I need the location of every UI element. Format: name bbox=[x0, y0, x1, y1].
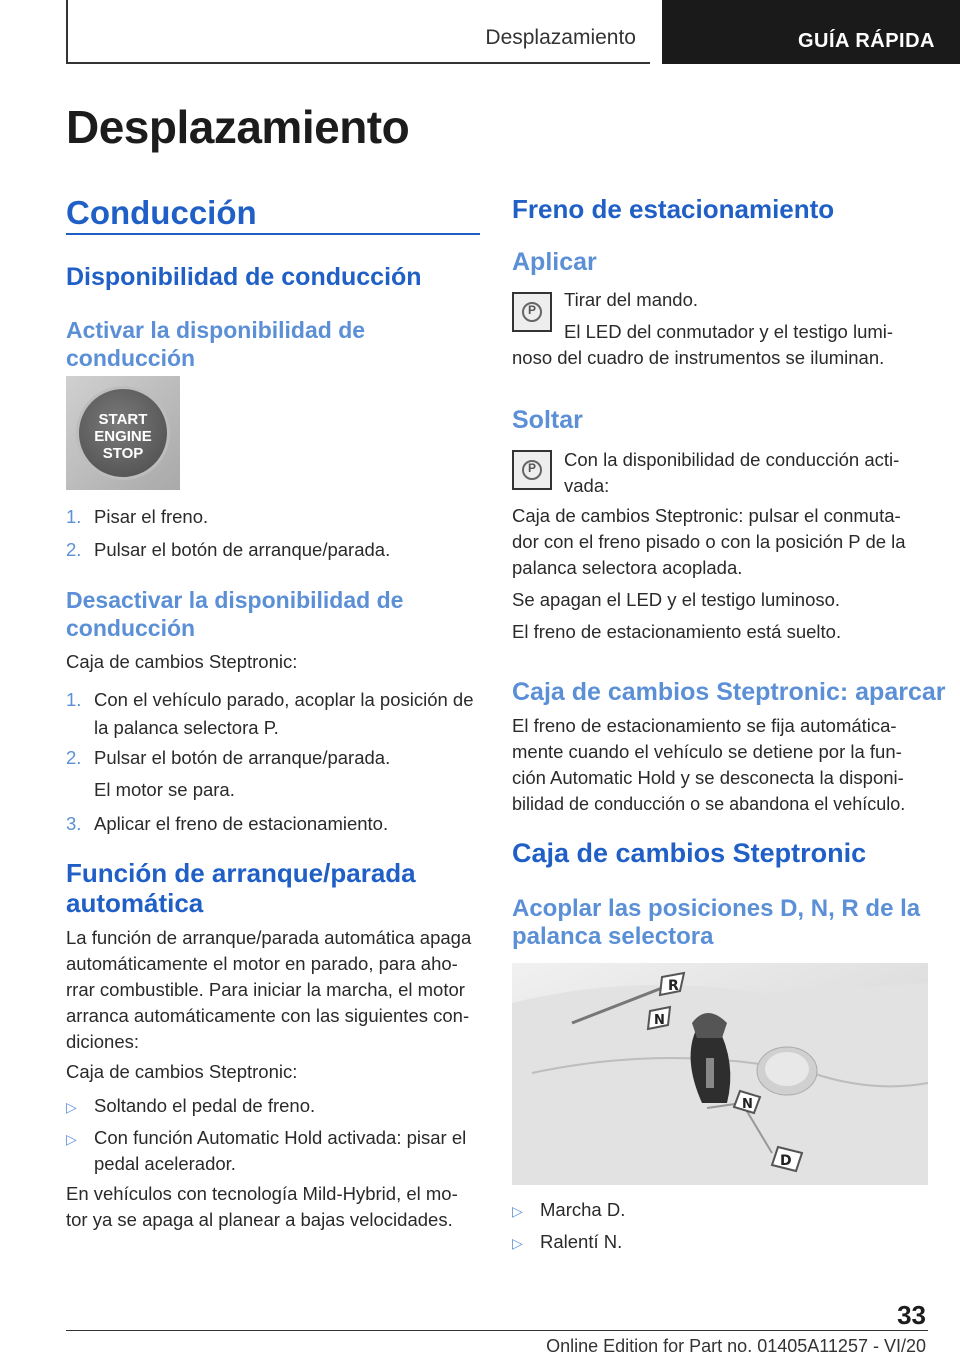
list-text: Con función Automatic Hold activada: pisar el bbox=[94, 1127, 467, 1148]
heading-soltar: Soltar bbox=[512, 406, 583, 434]
section-title-conduccion: Conducción bbox=[66, 194, 257, 231]
list-item bbox=[66, 744, 391, 772]
park-para-l3: ción Automatic Hold y se desconecta la disponi- bbox=[512, 767, 904, 788]
bullet-triangle-icon: ▷ bbox=[512, 1203, 523, 1219]
start-stop-button-icon bbox=[76, 386, 170, 480]
bullet-triangle-icon: ▷ bbox=[66, 1131, 77, 1147]
bullet-triangle-icon: ▷ bbox=[66, 1099, 77, 1115]
bullet-triangle-icon: ▷ bbox=[512, 1235, 523, 1251]
subsection-title-disponibilidad: Disponibilidad de conducción bbox=[66, 263, 422, 291]
release-l2: vada: bbox=[564, 475, 610, 496]
list-text-cont: pedal acelerador. bbox=[94, 1153, 236, 1174]
apply-l3: noso del cuadro de instrumentos se iluminan. bbox=[512, 347, 885, 368]
stop-text: STOP bbox=[102, 445, 144, 462]
parking-brake-icon bbox=[512, 292, 552, 332]
gear-label-n-bottom: N bbox=[742, 1097, 753, 1112]
heading-activar-l2: conducción bbox=[66, 345, 196, 371]
deactivate-intro: Caja de cambios Steptronic: bbox=[66, 651, 298, 672]
footer-edition: Online Edition for Part no. 01405A11257 - VI/20 bbox=[546, 1336, 926, 1356]
gear-selector-illustration bbox=[512, 963, 928, 1185]
parking-brake-letter: P bbox=[527, 303, 536, 317]
gear-label-n-top: N bbox=[654, 1013, 665, 1028]
heading-autostop-l2: automática bbox=[66, 888, 204, 918]
release-l1: Con la disponibilidad de conducción acti- bbox=[564, 449, 900, 470]
section-rule bbox=[66, 233, 480, 235]
parking-brake-icon bbox=[512, 450, 552, 490]
autostop-para-l2: automáticamente el motor en parado, para aho- bbox=[66, 953, 458, 974]
list-item bbox=[66, 536, 391, 564]
heading-steptronic: Caja de cambios Steptronic bbox=[512, 838, 867, 868]
heading-acoplar-l1: Acoplar las posiciones D, N, R de la bbox=[512, 895, 921, 922]
header-divider bbox=[66, 0, 68, 64]
list-number: 1. bbox=[66, 689, 82, 710]
apply-l1: Tirar del mando. bbox=[564, 289, 699, 310]
autostop-para-l1: La función de arranque/parada automática apaga bbox=[66, 927, 472, 948]
header-rule bbox=[66, 62, 650, 64]
page-title: Desplazamiento bbox=[66, 101, 410, 153]
release-para-l3: palanca selectora acoplada. bbox=[512, 557, 743, 578]
mild-hybrid-l1: En vehículos con tecnología Mild-Hybrid, el mo- bbox=[66, 1183, 458, 1204]
heading-activar-l1: Activar la disponibilidad de bbox=[66, 317, 366, 343]
heading-autostop-l1: Función de arranque/parada bbox=[66, 858, 416, 888]
footer-rule bbox=[66, 1330, 928, 1331]
list-item bbox=[66, 1092, 316, 1121]
heading-desactivar-l1: Desactivar la disponibilidad de bbox=[66, 587, 404, 613]
autostop-intro: Caja de cambios Steptronic: bbox=[66, 1061, 298, 1082]
list-number: 2. bbox=[66, 539, 82, 560]
autostop-para-l3: rrar combustible. Para iniciar la marcha, el motor bbox=[66, 979, 465, 1000]
gear-label-d: D bbox=[780, 1153, 792, 1169]
list-item bbox=[66, 686, 474, 714]
heading-freno-estacionamiento: Freno de estacionamiento bbox=[512, 194, 835, 224]
list-number: 2. bbox=[66, 747, 82, 768]
start-engine-stop-image bbox=[66, 376, 180, 490]
list-text: Soltando el pedal de freno. bbox=[94, 1095, 316, 1116]
park-para-l1: El freno de estacionamiento se fija automática- bbox=[512, 715, 897, 736]
release-l4: El freno de estacionamiento está suelto. bbox=[512, 621, 842, 642]
release-para-l1: Caja de cambios Steptronic: pulsar el conmuta- bbox=[512, 505, 901, 526]
gear-selector-image bbox=[512, 963, 928, 1185]
park-para-l2: mente cuando el vehículo se detiene por la fun- bbox=[512, 741, 902, 762]
list-item bbox=[66, 810, 389, 838]
heading-aparcar: Caja de cambios Steptronic: aparcar bbox=[512, 678, 946, 706]
apply-l2: El LED del conmutador y el testigo lumi- bbox=[564, 321, 894, 342]
list-number: 1. bbox=[66, 506, 82, 527]
list-number: 3. bbox=[66, 813, 82, 834]
list-text: Pisar el freno. bbox=[94, 506, 209, 527]
list-text: Ralentí N. bbox=[540, 1231, 623, 1252]
list-text-cont: El motor se para. bbox=[94, 779, 235, 800]
autostop-para-l4: arranca automáticamente con las siguientes con- bbox=[66, 1005, 470, 1026]
engine-text: ENGINE bbox=[94, 428, 152, 445]
list-text: Marcha D. bbox=[540, 1199, 626, 1220]
release-para-l2: dor con el freno pisado o con la posición P de la bbox=[512, 531, 906, 552]
list-item bbox=[512, 1196, 626, 1225]
list-text: Pulsar el botón de arranque/parada. bbox=[94, 539, 391, 560]
parking-brake-letter: P bbox=[527, 461, 536, 475]
header-tab[interactable]: GUÍA RÁPIDA bbox=[662, 0, 960, 64]
list-text: Con el vehículo parado, acoplar la posición de bbox=[94, 689, 474, 710]
list-text: Aplicar el freno de estacionamiento. bbox=[94, 813, 389, 834]
park-para-l4: bilidad de conducción o se abandona el vehículo. bbox=[512, 794, 906, 814]
release-l3: Se apagan el LED y el testigo luminoso. bbox=[512, 589, 841, 610]
heading-acoplar-l2: palanca selectora bbox=[512, 923, 714, 950]
heading-aplicar: Aplicar bbox=[512, 248, 597, 276]
list-item bbox=[66, 503, 209, 531]
start-text: START bbox=[98, 411, 148, 428]
page-number: 33 bbox=[897, 1300, 926, 1330]
gear-label-r: R bbox=[668, 978, 679, 994]
list-item bbox=[66, 1124, 467, 1153]
list-text-cont: la palanca selectora P. bbox=[94, 717, 279, 738]
mild-hybrid-l2: tor ya se apaga al planear a bajas velocidades. bbox=[66, 1209, 453, 1230]
list-item bbox=[512, 1228, 623, 1257]
heading-desactivar-l2: conducción bbox=[66, 615, 196, 641]
autostop-para-l5: diciones: bbox=[66, 1031, 140, 1052]
list-text: Pulsar el botón de arranque/parada. bbox=[94, 747, 391, 768]
header-section-label: Desplazamiento bbox=[485, 26, 636, 49]
